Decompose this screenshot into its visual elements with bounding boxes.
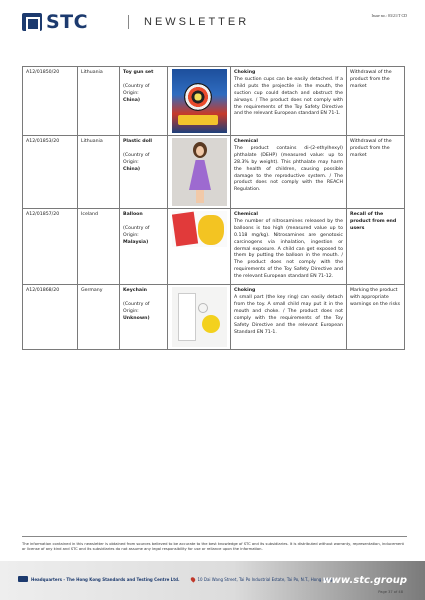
location-pin-icon [189, 576, 195, 582]
origin-label: (Country of Origin: [123, 152, 150, 165]
newsletter-title: NEWSLETTER [144, 16, 250, 28]
table-row [23, 67, 405, 136]
image-cell [168, 67, 231, 136]
measure-cell: Withdrawal of the product from the market [347, 136, 405, 209]
origin-country: China) [123, 97, 141, 103]
issue-number: Issue no.: 03/21/T CD [371, 13, 407, 18]
ref-cell: A12/01853/20 [23, 136, 78, 209]
origin-country: Unknown) [123, 315, 150, 321]
product-cell [120, 67, 168, 136]
risk-description: The product contains di-(2-ethylhexyl) phthalate (DEHP) (measured value: up to 28.3% by weight). This phthalate may harm the health of children, causing possible damage to the reproductive system. / The product does not comply with the REACH Regulation. [234, 145, 343, 193]
product-cell [120, 136, 168, 209]
product-cell [120, 285, 168, 350]
product-name: Toy gun set [123, 70, 154, 75]
country-cell: Lithuania [78, 136, 120, 209]
measure-cell: Recall of the product from end users [347, 209, 405, 285]
origin-label: (Country of Origin: [123, 83, 150, 96]
table-row [23, 209, 405, 285]
risk-cell [231, 136, 347, 209]
toy-gun-photo [172, 69, 227, 133]
image-cell [168, 285, 231, 350]
stc-logo [22, 13, 88, 31]
hq-address: 10 Dai Wang Street, Tai Po Industrial Estate, Tai Po, N.T., Hong Kong [197, 576, 333, 582]
ref-cell: A12/01868/20 [23, 285, 78, 350]
country-cell: Lithuania [78, 67, 120, 136]
table-row [23, 136, 405, 209]
ref-cell: A12/01857/20 [23, 209, 78, 285]
website-link[interactable]: www.stc.group [322, 575, 407, 586]
header-divider [128, 15, 129, 29]
risk-type: Chemical [234, 139, 258, 144]
product-name: Balloon [123, 212, 143, 217]
headquarters-info [18, 576, 333, 582]
risk-description: The number of nitrosamines released by the balloons is too high (measured value up to 0.118 mg/kg). Nitrosamines are genotoxic carcinogens via inhalation, ingestion or dermal exposure. A child can get exposed to them by putting the balloon in the mouth. / The product does not comply with the requirements of the Toy Safety Directive and the relevant European standard EN 71-12. [234, 218, 343, 280]
table-row [23, 285, 405, 350]
product-name: Keychain [123, 288, 148, 294]
risk-description: A small part (the key ring) can easily detach from the toy. A small child may put it in the mouth and choke. / The product does not comply with the requirements of the Toy Safety Directive and the relevant European Standard EN 71-1. [234, 294, 343, 335]
page-header [0, 0, 425, 40]
logo-text: STC [46, 11, 89, 33]
product-cell [120, 209, 168, 285]
truck-icon [18, 576, 28, 582]
disclaimer: The information contained in this newsletter is obtained from sources believed to be accurate to the best knowledge of STC and its subsidiaries. It is distributed without warranty, representation, inducement or license of any kind and STC and its subsidiaries do not assume any legal responsibility for use or reliance upon the information. [22, 542, 404, 551]
origin-country: Malaysia) [123, 239, 149, 245]
image-cell [168, 136, 231, 209]
country-cell: Germany [78, 285, 120, 350]
hq-label: Headquarters - The Hong Kong Standards and Testing Centre Ltd. [31, 576, 180, 582]
risk-type: Choking [234, 288, 256, 294]
doll-photo [172, 138, 227, 206]
image-cell [168, 209, 231, 285]
product-name: Plastic doll [123, 139, 153, 144]
ref-cell: A12/01850/20 [23, 67, 78, 136]
risk-cell [231, 285, 347, 350]
risk-cell [231, 67, 347, 136]
risk-description: The suction cups can be easily detached. If a child puts the projectile in the mouth, the suction cup could detach and obstruct the airways. / The product does not comply with the requirements of the Toy Safety Directive and the relevant European standard EN 71-1. [234, 76, 343, 117]
stc-logo-icon [22, 13, 42, 31]
risk-type: Choking [234, 70, 256, 75]
country-cell: Iceland [78, 209, 120, 285]
keychain-photo [172, 287, 227, 347]
measure-cell: Withdrawal of the product from the market [347, 67, 405, 136]
risk-type: Chemical [234, 212, 258, 217]
origin-label: (Country of Origin: [123, 301, 150, 314]
page-number: Page 37 of 48 [378, 590, 403, 594]
measure-cell: Marking the product with appropriate warnings on the risks [347, 285, 405, 350]
origin-country: China) [123, 166, 141, 172]
recall-table [22, 66, 405, 350]
balloon-photo [172, 211, 227, 247]
risk-cell [231, 209, 347, 285]
footer-divider [22, 536, 407, 537]
origin-label: (Country of Origin: [123, 225, 150, 238]
